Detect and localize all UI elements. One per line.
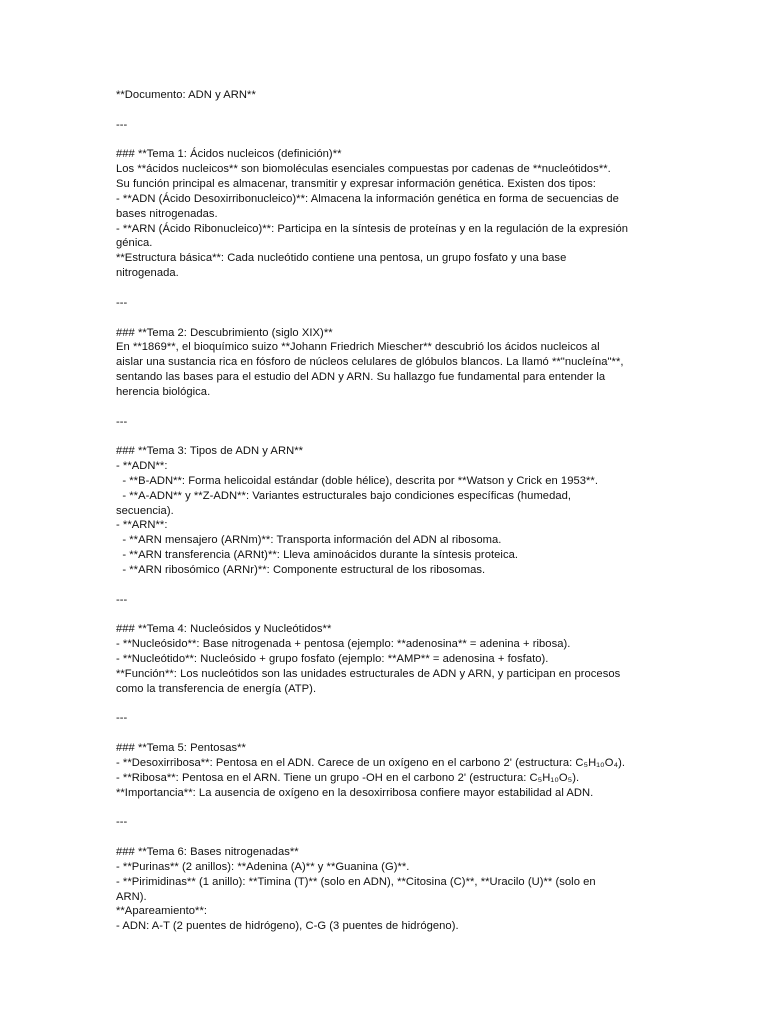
- blank-line: [116, 578, 656, 593]
- text-line: como la transferencia de energía (ATP).: [116, 682, 317, 695]
- text-line: - **ARN ribosómico (ARNr)**: Componente estructural de los ribosomas.: [116, 564, 486, 576]
- document-title: **Documento: ADN y ARN**: [116, 89, 256, 101]
- text-line: herencia biológica.: [116, 385, 211, 398]
- text-line: **Apareamiento**:: [116, 905, 208, 918]
- separator: ---: [116, 712, 128, 725]
- text-line: sentando las bases para el estudio del ADN y ARN. Su hallazgo fue fundamental para entender la: [116, 371, 606, 384]
- text-line: - **Nucleótido**: Nucleósido + grupo fosfato (ejemplo: **AMP** = adenosina + fosfato).: [116, 653, 549, 666]
- section-heading: ### **Tema 5: Pentosas**: [116, 742, 246, 755]
- text-line: - **ARN transferencia (ARNt)**: Lleva aminoácidos durante la síntesis proteica.: [116, 549, 519, 562]
- blank-line: [116, 726, 656, 741]
- text-line: secuencia).: [116, 504, 174, 517]
- text-line: - **ARN mensajero (ARNm)**: Transporta información del ADN al ribosoma.: [116, 534, 502, 547]
- section-tema-3: [116, 444, 656, 578]
- text-line: - **A-ADN** y **Z-ADN**: Variantes estructurales bajo condiciones específicas (humedad,: [116, 489, 572, 502]
- blank-line: [116, 429, 656, 444]
- text-line: **Función**: Los nucleótidos son las unidades estructurales de ADN y ARN, y participan en procesos: [116, 667, 621, 680]
- text-line: - **Ribosa**: Pentosa en el ARN. Tiene un grupo -OH en el carbono 2' (estructura: C₅H₁₀O₅).: [116, 771, 580, 784]
- section-tema-5: [116, 741, 656, 800]
- separator: ---: [116, 415, 128, 428]
- blank-line: [116, 281, 656, 296]
- separator: ---: [116, 816, 128, 829]
- text-line: aislar una sustancia rica en fósforo de núcleos celulares de glóbulos blancos. La llamó **"nucleína"**,: [116, 356, 624, 369]
- text-line: - **Nucleósido**: Base nitrogenada + pentosa (ejemplo: **adenosina** = adenina + ribosa).: [116, 638, 571, 651]
- text-line: - ADN: A-T (2 puentes de hidrógeno), C-G (3 puentes de hidrógeno).: [116, 920, 459, 933]
- section-tema-6: [116, 845, 656, 934]
- blank-line: [116, 608, 656, 623]
- text-line: **Estructura básica**: Cada nucleótido contiene una pentosa, un grupo fosfato y una base: [116, 252, 567, 265]
- section-heading: ### **Tema 1: Ácidos nucleicos (definición)**: [116, 148, 342, 161]
- text-line: - **ADN (Ácido Desoxirribonucleico)**: Almacena la información genética en forma de secuencias de: [116, 192, 619, 205]
- section-heading: ### **Tema 3: Tipos de ADN y ARN**: [116, 445, 304, 458]
- document-page: [116, 88, 656, 934]
- text-line: - **Desoxirribosa**: Pentosa en el ADN. Carece de un oxígeno en el carbono 2' (estructura: C₅H₁₀O₄).: [116, 756, 626, 769]
- text-line: nitrogenada.: [116, 267, 179, 280]
- section-heading: ### **Tema 6: Bases nitrogenadas**: [116, 846, 299, 859]
- text-line: Su función principal es almacenar, transmitir y expresar información genética. Existen dos tipos:: [116, 178, 596, 191]
- section-heading: ### **Tema 2: Descubrimiento (siglo XIX)**: [116, 326, 333, 339]
- blank-line: [116, 830, 656, 845]
- text-line: génica.: [116, 237, 153, 250]
- section-tema-2: [116, 326, 656, 400]
- blank-line: [116, 103, 656, 118]
- section-heading: ### **Tema 4: Nucleósidos y Nucleótidos**: [116, 623, 332, 636]
- text-line: **Importancia**: La ausencia de oxígeno en la desoxirribosa confiere mayor estabilidad al ADN.: [116, 786, 594, 799]
- section-tema-1: [116, 147, 656, 281]
- text-line: Los **ácidos nucleicos** son biomoléculas esenciales compuestas por cadenas de **nucleótidos**.: [116, 163, 611, 176]
- text-line: - **ADN**:: [116, 460, 168, 473]
- section-tema-4: [116, 622, 656, 696]
- text-line: - **ARN (Ácido Ribonucleico)**: Participa en la síntesis de proteínas y en la regulación de la expresión: [116, 222, 629, 235]
- separator: ---: [116, 296, 128, 309]
- text-line: - **B-ADN**: Forma helicoidal estándar (doble hélice), descrita por **Watson y Crick en 1953**.: [116, 474, 598, 487]
- text-line: bases nitrogenadas.: [116, 207, 218, 220]
- text-line: - **ARN**:: [116, 519, 168, 532]
- blank-line: [116, 801, 656, 816]
- blank-line: [116, 697, 656, 712]
- separator: ---: [116, 593, 128, 606]
- text-line: ARN).: [116, 890, 147, 903]
- text-line: - **Purinas** (2 anillos): **Adenina (A)** y **Guanina (G)**.: [116, 860, 410, 873]
- text-line: En **1869**, el bioquímico suizo **Johann Friedrich Miescher** descubrió los ácidos nucleicos al: [116, 341, 600, 354]
- text-line: - **Pirimidinas** (1 anillo): **Timina (T)** (solo en ADN), **Citosina (C)**, **Uracilo (U)** (solo en: [116, 875, 596, 888]
- blank-line: [116, 133, 656, 148]
- blank-line: [116, 400, 656, 415]
- separator: ---: [116, 118, 128, 131]
- blank-line: [116, 311, 656, 326]
